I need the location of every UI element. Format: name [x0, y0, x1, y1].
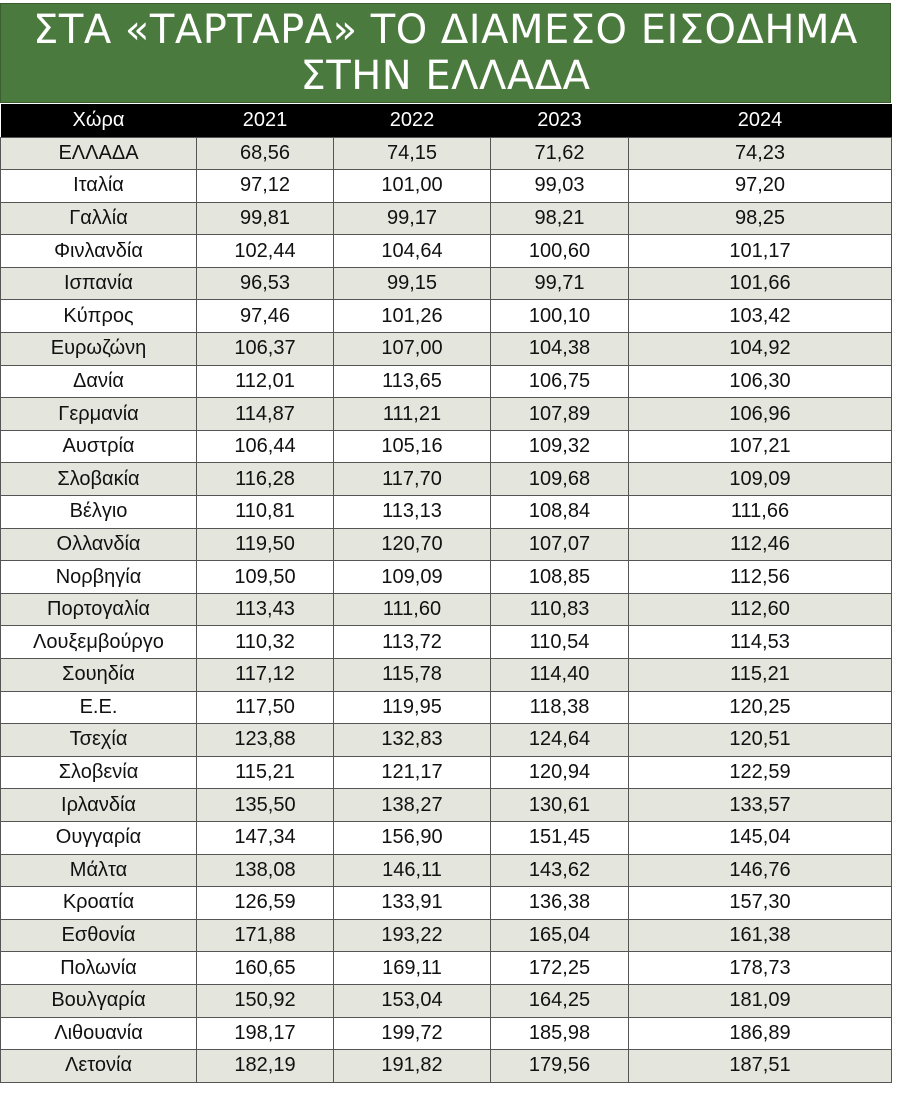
income-table	[0, 104, 892, 1083]
country-cell: Δανία	[1, 365, 197, 398]
table-row	[1, 724, 892, 757]
value-cell: 169,11	[334, 952, 491, 985]
value-cell: 133,91	[334, 887, 491, 920]
value-cell: 126,59	[197, 887, 334, 920]
value-cell: 123,88	[197, 724, 334, 757]
value-cell: 106,30	[629, 365, 892, 398]
table-row	[1, 691, 892, 724]
value-cell: 104,38	[491, 333, 629, 366]
value-cell: 74,15	[334, 137, 491, 170]
value-cell: 109,09	[334, 561, 491, 594]
table-row	[1, 170, 892, 203]
value-cell: 130,61	[491, 789, 629, 822]
value-cell: 110,54	[491, 626, 629, 659]
table-row	[1, 789, 892, 822]
value-cell: 71,62	[491, 137, 629, 170]
value-cell: 74,23	[629, 137, 892, 170]
value-cell: 106,37	[197, 333, 334, 366]
value-cell: 138,27	[334, 789, 491, 822]
value-cell: 110,83	[491, 593, 629, 626]
country-cell: Κύπρος	[1, 300, 197, 333]
value-cell: 97,12	[197, 170, 334, 203]
table-row	[1, 593, 892, 626]
value-cell: 147,34	[197, 821, 334, 854]
value-cell: 107,07	[491, 528, 629, 561]
value-cell: 112,46	[629, 528, 892, 561]
value-cell: 115,21	[197, 756, 334, 789]
value-cell: 110,81	[197, 496, 334, 529]
value-cell: 106,44	[197, 430, 334, 463]
value-cell: 145,04	[629, 821, 892, 854]
table-row	[1, 854, 892, 887]
value-cell: 102,44	[197, 235, 334, 268]
value-cell: 118,38	[491, 691, 629, 724]
table-row	[1, 561, 892, 594]
country-cell: Ε.Ε.	[1, 691, 197, 724]
value-cell: 114,40	[491, 659, 629, 692]
value-cell: 121,17	[334, 756, 491, 789]
value-cell: 122,59	[629, 756, 892, 789]
table-row	[1, 919, 892, 952]
value-cell: 146,11	[334, 854, 491, 887]
value-cell: 111,66	[629, 496, 892, 529]
country-cell: ΕΛΛΑΔΑ	[1, 137, 197, 170]
header-year: 2023	[537, 108, 582, 131]
value-cell: 161,38	[629, 919, 892, 952]
country-cell: Ολλανδία	[1, 528, 197, 561]
value-cell: 98,25	[629, 202, 892, 235]
value-cell: 156,90	[334, 821, 491, 854]
value-cell: 178,73	[629, 952, 892, 985]
value-cell: 191,82	[334, 1050, 491, 1083]
value-cell: 100,10	[491, 300, 629, 333]
value-cell: 99,03	[491, 170, 629, 203]
country-cell: Λετονία	[1, 1050, 197, 1083]
value-cell: 101,17	[629, 235, 892, 268]
table-row	[1, 528, 892, 561]
value-cell: 116,28	[197, 463, 334, 496]
country-cell: Σουηδία	[1, 659, 197, 692]
value-cell: 120,51	[629, 724, 892, 757]
country-cell: Βουλγαρία	[1, 984, 197, 1017]
header-year: 2021	[242, 108, 288, 131]
value-cell: 104,64	[334, 235, 491, 268]
country-cell: Ιταλία	[1, 170, 197, 203]
country-cell: Τσεχία	[1, 724, 197, 757]
table-row	[1, 887, 892, 920]
country-cell: Σλοβακία	[1, 463, 197, 496]
table-row	[1, 496, 892, 529]
table-row	[1, 137, 892, 170]
table-header	[1, 104, 892, 137]
table-body	[1, 137, 892, 1082]
value-cell: 112,60	[629, 593, 892, 626]
value-cell: 135,50	[197, 789, 334, 822]
country-cell: Νορβηγία	[1, 561, 197, 594]
value-cell: 104,92	[629, 333, 892, 366]
header-row	[1, 104, 892, 137]
value-cell: 119,95	[334, 691, 491, 724]
value-cell: 99,15	[334, 267, 491, 300]
value-cell: 132,83	[334, 724, 491, 757]
table-row	[1, 430, 892, 463]
value-cell: 172,25	[491, 952, 629, 985]
value-cell: 133,57	[629, 789, 892, 822]
table-row	[1, 267, 892, 300]
value-cell: 136,38	[491, 887, 629, 920]
value-cell: 101,26	[334, 300, 491, 333]
value-cell: 198,17	[197, 1017, 334, 1050]
table-row	[1, 300, 892, 333]
table-row	[1, 365, 892, 398]
value-cell: 108,84	[491, 496, 629, 529]
value-cell: 151,45	[491, 821, 629, 854]
country-cell: Λουξεμβούργο	[1, 626, 197, 659]
value-cell: 143,62	[491, 854, 629, 887]
value-cell: 117,50	[197, 691, 334, 724]
value-cell: 97,20	[629, 170, 892, 203]
value-cell: 138,08	[197, 854, 334, 887]
value-cell: 109,50	[197, 561, 334, 594]
value-cell: 150,92	[197, 984, 334, 1017]
value-cell: 185,98	[491, 1017, 629, 1050]
value-cell: 100,60	[491, 235, 629, 268]
value-cell: 114,87	[197, 398, 334, 431]
value-cell: 120,94	[491, 756, 629, 789]
value-cell: 106,96	[629, 398, 892, 431]
value-cell: 164,25	[491, 984, 629, 1017]
value-cell: 160,65	[197, 952, 334, 985]
value-cell: 103,42	[629, 300, 892, 333]
value-cell: 153,04	[334, 984, 491, 1017]
value-cell: 113,43	[197, 593, 334, 626]
country-cell: Αυστρία	[1, 430, 197, 463]
value-cell: 113,72	[334, 626, 491, 659]
value-cell: 113,65	[334, 365, 491, 398]
value-cell: 106,75	[491, 365, 629, 398]
header-year: 2022	[389, 108, 435, 131]
country-cell: Πορτογαλία	[1, 593, 197, 626]
value-cell: 108,85	[491, 561, 629, 594]
value-cell: 187,51	[629, 1050, 892, 1083]
value-cell: 114,53	[629, 626, 892, 659]
country-cell: Ουγγαρία	[1, 821, 197, 854]
value-cell: 99,81	[197, 202, 334, 235]
value-cell: 107,89	[491, 398, 629, 431]
title-banner	[0, 3, 891, 103]
value-cell: 109,09	[629, 463, 892, 496]
value-cell: 111,60	[334, 593, 491, 626]
header-year: 2024	[737, 108, 783, 131]
country-cell: Λιθουανία	[1, 1017, 197, 1050]
value-cell: 107,21	[629, 430, 892, 463]
value-cell: 113,13	[334, 496, 491, 529]
value-cell: 109,68	[491, 463, 629, 496]
table-row	[1, 659, 892, 692]
header-country: Χώρα	[72, 108, 125, 131]
value-cell: 111,21	[334, 398, 491, 431]
table-row	[1, 333, 892, 366]
value-cell: 120,25	[629, 691, 892, 724]
country-cell: Κροατία	[1, 887, 197, 920]
country-cell: Εσθονία	[1, 919, 197, 952]
country-cell: Γαλλία	[1, 202, 197, 235]
value-cell: 112,56	[629, 561, 892, 594]
value-cell: 179,56	[491, 1050, 629, 1083]
table-row	[1, 398, 892, 431]
country-cell: Γερμανία	[1, 398, 197, 431]
value-cell: 171,88	[197, 919, 334, 952]
table-row	[1, 463, 892, 496]
value-cell: 165,04	[491, 919, 629, 952]
table-row	[1, 984, 892, 1017]
table-row	[1, 1050, 892, 1083]
table-row	[1, 626, 892, 659]
title-line-2: ΣΤΗΝ ΕΛΛΑΔΑ	[300, 53, 591, 99]
value-cell: 157,30	[629, 887, 892, 920]
table-row	[1, 952, 892, 985]
country-cell: Μάλτα	[1, 854, 197, 887]
title-line-1: ΣΤΑ «ΤΑΡΤΑΡΑ» ΤΟ ΔΙΑΜΕΣΟ ΕΙΣΟΔΗΜΑ	[33, 7, 858, 53]
country-cell: Ευρωζώνη	[1, 333, 197, 366]
value-cell: 117,12	[197, 659, 334, 692]
value-cell: 120,70	[334, 528, 491, 561]
table-row	[1, 235, 892, 268]
value-cell: 115,21	[629, 659, 892, 692]
country-cell: Πολωνία	[1, 952, 197, 985]
value-cell: 115,78	[334, 659, 491, 692]
table-row	[1, 1017, 892, 1050]
value-cell: 119,50	[197, 528, 334, 561]
value-cell: 186,89	[629, 1017, 892, 1050]
table-row	[1, 821, 892, 854]
value-cell: 199,72	[334, 1017, 491, 1050]
country-cell: Φινλανδία	[1, 235, 197, 268]
value-cell: 99,71	[491, 267, 629, 300]
value-cell: 110,32	[197, 626, 334, 659]
value-cell: 182,19	[197, 1050, 334, 1083]
value-cell: 146,76	[629, 854, 892, 887]
value-cell: 98,21	[491, 202, 629, 235]
value-cell: 105,16	[334, 430, 491, 463]
value-cell: 107,00	[334, 333, 491, 366]
country-cell: Ισπανία	[1, 267, 197, 300]
value-cell: 101,00	[334, 170, 491, 203]
value-cell: 193,22	[334, 919, 491, 952]
value-cell: 181,09	[629, 984, 892, 1017]
value-cell: 97,46	[197, 300, 334, 333]
country-cell: Βέλγιο	[1, 496, 197, 529]
country-cell: Σλοβενία	[1, 756, 197, 789]
value-cell: 99,17	[334, 202, 491, 235]
value-cell: 124,64	[491, 724, 629, 757]
country-cell: Ιρλανδία	[1, 789, 197, 822]
value-cell: 96,53	[197, 267, 334, 300]
table-row	[1, 202, 892, 235]
value-cell: 112,01	[197, 365, 334, 398]
value-cell: 68,56	[197, 137, 334, 170]
value-cell: 101,66	[629, 267, 892, 300]
table-row	[1, 756, 892, 789]
value-cell: 117,70	[334, 463, 491, 496]
value-cell: 109,32	[491, 430, 629, 463]
